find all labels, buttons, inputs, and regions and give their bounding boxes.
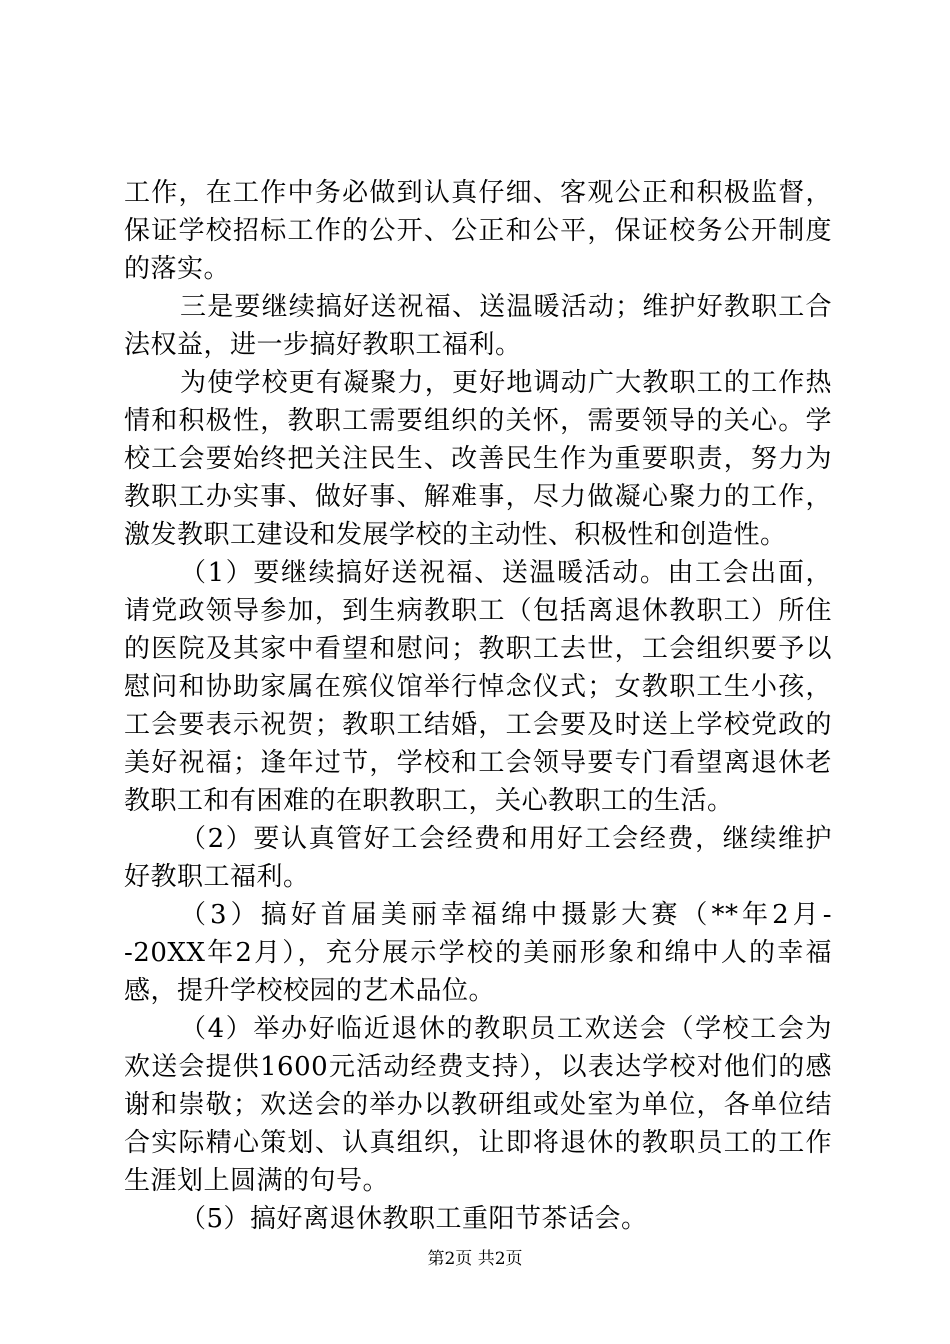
- paragraph-item-three: 三是要继续搞好送祝福、送温暖活动；维护好教职工合法权益，进一步搞好教职工福利。: [124, 292, 832, 360]
- paragraph-point-4: （4）举办好临近退休的教职员工欢送会（学校工会为欢送会提供1600元活动经费支持），以表达学校对他们的感谢和崇敬；欢送会的举办以教研组或处室为单位，各单位结合实际精心策划、认真组织，让即将退休的教职员工的工作生涯划上圆满的句号。: [124, 1014, 832, 1196]
- page-footer: 第2页 共2页: [427, 1249, 523, 1269]
- paragraph-point-1: （1）要继续搞好送祝福、送温暖活动。由工会出面，请党政领导参加，到生病教职工（包括离退休教职工）所住的医院及其家中看望和慰问；教职工去世，工会组织要予以慰问和协助家属在殡仪馆举行悼念仪式；女教职工生小孩，工会要表示祝贺；教职工结婚，工会要及时送上学校党政的美好祝福；逢年过节，学校和工会领导要专门看望离退休老教职工和有困难的在职教职工，关心教职工的生活。: [124, 558, 832, 816]
- paragraph-point-5: （5）搞好离退休教职工重阳节茶话会。: [180, 1204, 648, 1234]
- paragraph-continuation: 工作，在工作中务必做到认真仔细、客观公正和积极监督，保证学校招标工作的公开、公正和公平，保证校务公开制度的落实。: [124, 178, 832, 284]
- paragraph-point-3: （3）搞好首届美丽幸福绵中摄影大赛（**年2月--20XX年2月），充分展示学校的美丽形象和绵中人的幸福感，提升学校校园的艺术品位。: [124, 900, 832, 1006]
- paragraph-cohesion: 为使学校更有凝聚力，更好地调动广大教职工的工作热情和积极性，教职工需要组织的关怀，需要领导的关心。学校工会要始终把关注民生、改善民生作为重要职责，努力为教职工办实事、做好事、解难事，尽力做凝心聚力的工作，激发教职工建设和发展学校的主动性、积极性和创造性。: [124, 368, 832, 550]
- paragraph-point-2: （2）要认真管好工会经费和用好工会经费，继续维护好教职工福利。: [124, 824, 832, 892]
- document-body: [124, 174, 832, 1238]
